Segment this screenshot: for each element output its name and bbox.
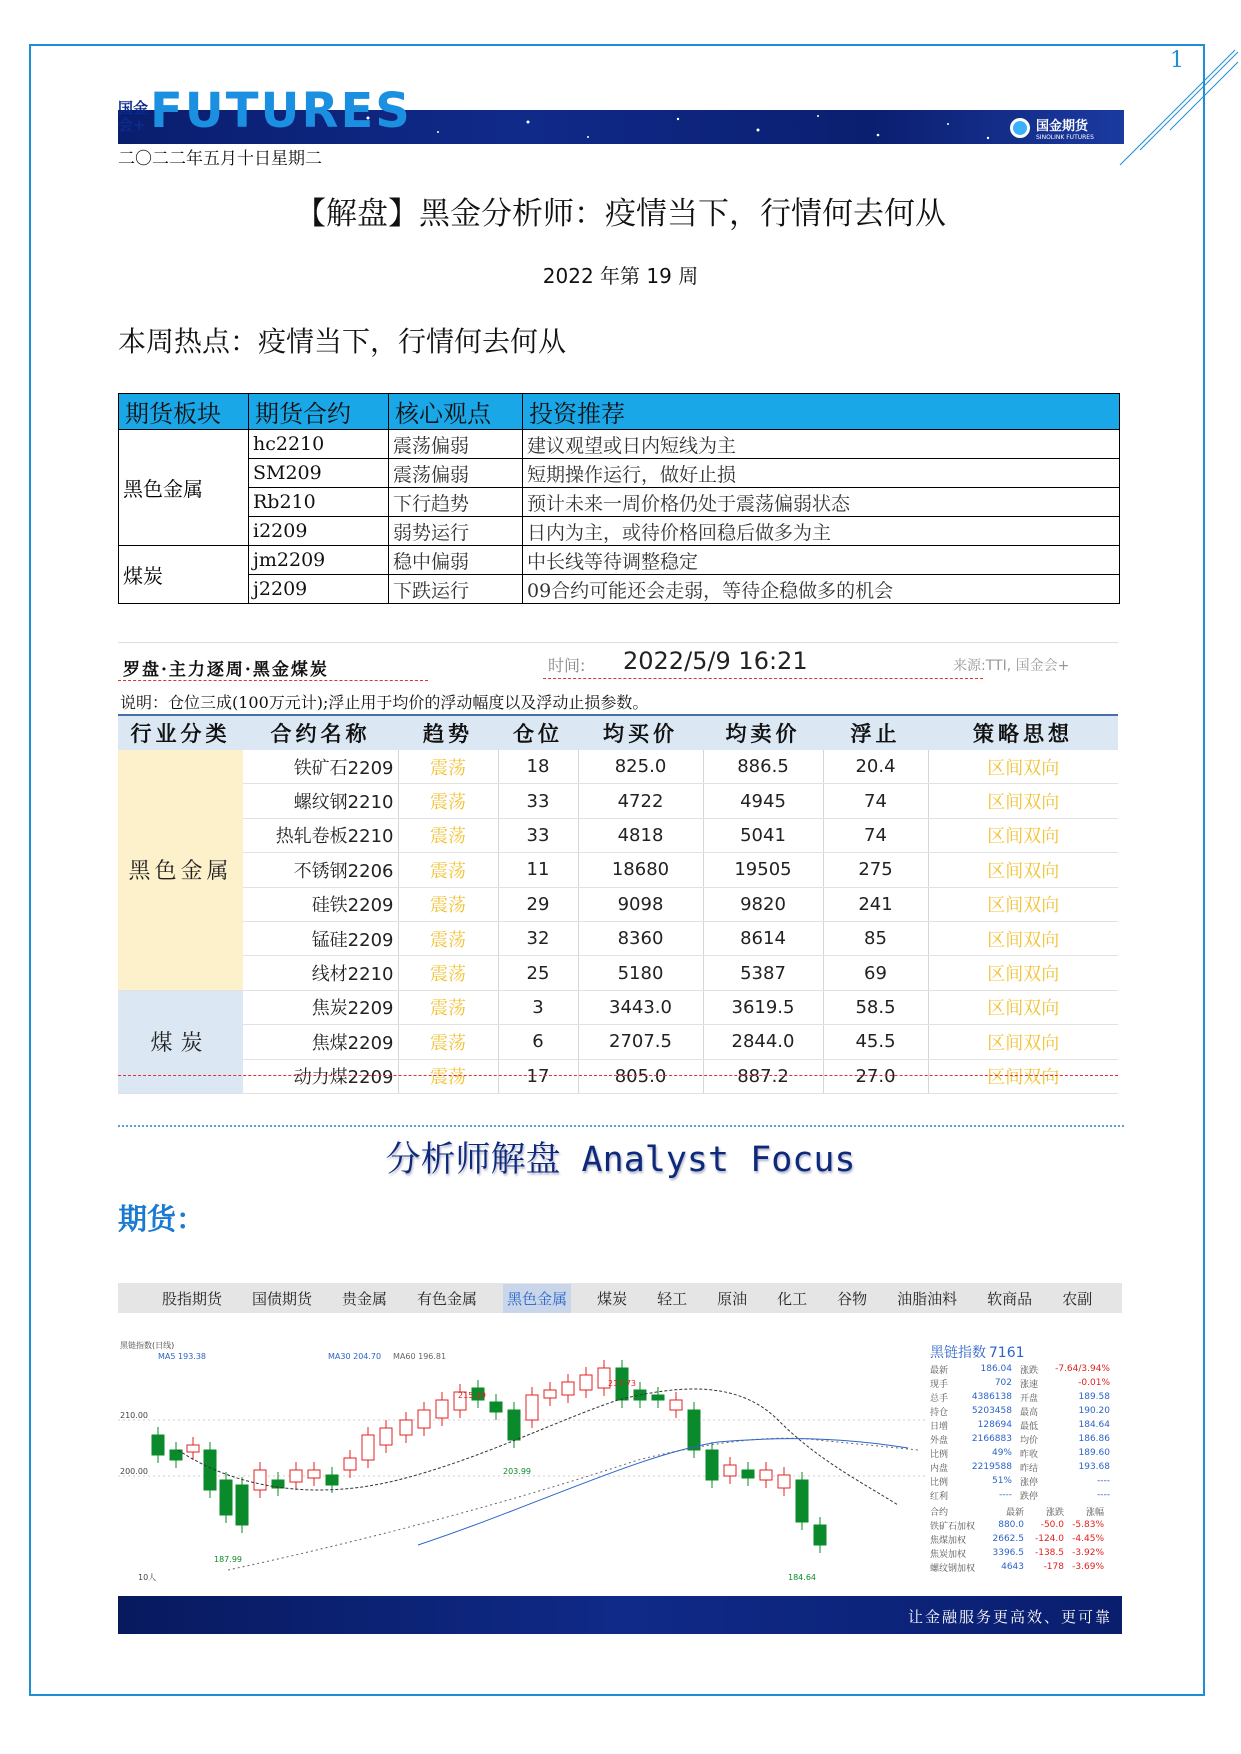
info-v: 4386138 bbox=[971, 1392, 1012, 1402]
info-k2: 开盘 bbox=[1020, 1393, 1039, 1404]
strategy-cell: 区间双向 bbox=[928, 750, 1118, 784]
contract-name-cell: 铁矿石2209 bbox=[243, 750, 398, 784]
avg-sell-cell: 8614 bbox=[703, 921, 823, 955]
candle-body bbox=[362, 1435, 374, 1460]
brand-mark-icon bbox=[1010, 118, 1030, 138]
info-row bbox=[930, 1432, 1125, 1446]
contract-name-cell: 硅铁2209 bbox=[243, 887, 398, 921]
sub-chg: -178 bbox=[1043, 1562, 1064, 1572]
info-v2: 189.60 bbox=[1078, 1448, 1110, 1458]
info-row bbox=[930, 1418, 1125, 1432]
strategy-cell: 区间双向 bbox=[928, 887, 1118, 921]
high-annotation: 217.73 bbox=[608, 1379, 636, 1388]
avg-buy-cell: 2707.5 bbox=[578, 1025, 703, 1059]
summary-table bbox=[118, 393, 1120, 604]
tab-7[interactable]: 原油 bbox=[717, 1289, 748, 1308]
strategy-cell: 区间双向 bbox=[928, 853, 1118, 887]
info-row bbox=[930, 1446, 1125, 1460]
tab-0[interactable]: 股指期货 bbox=[162, 1289, 223, 1308]
contract-name-cell: 螺纹钢2210 bbox=[243, 784, 398, 818]
sub-name: 铁矿石加权 bbox=[930, 1521, 976, 1532]
contract-name-cell: 焦炭2209 bbox=[243, 990, 398, 1024]
table-row bbox=[119, 459, 1120, 488]
candle-body bbox=[326, 1475, 338, 1485]
compass-header-cell: 行业分类 bbox=[118, 715, 243, 750]
low-annotation: 187.99 bbox=[214, 1555, 242, 1564]
compass-row bbox=[118, 818, 1118, 852]
info-k: 日增 bbox=[930, 1421, 949, 1432]
tab-12[interactable]: 农副 bbox=[1062, 1289, 1093, 1308]
strategy-cell: 区间双向 bbox=[928, 990, 1118, 1024]
info-k: 内盘 bbox=[930, 1463, 949, 1474]
compass-row bbox=[118, 887, 1118, 921]
y-tick-label: 210.00 bbox=[120, 1411, 148, 1420]
avg-buy-cell: 4722 bbox=[578, 784, 703, 818]
candle-body bbox=[580, 1375, 592, 1390]
table-row bbox=[119, 575, 1120, 604]
candle-body bbox=[760, 1470, 772, 1480]
candle-body bbox=[562, 1382, 574, 1395]
sub-header: 涨幅 bbox=[1085, 1507, 1104, 1518]
trend-cell: 震荡 bbox=[398, 956, 498, 990]
contract-cell: Rb210 bbox=[249, 488, 389, 517]
float-stop-cell: 69 bbox=[823, 956, 928, 990]
footer-banner bbox=[118, 1596, 1122, 1634]
contract-cell: jm2209 bbox=[249, 546, 389, 575]
avg-buy-cell: 9098 bbox=[578, 887, 703, 921]
index-info-panel bbox=[930, 1342, 1125, 1574]
position-cell: 3 bbox=[498, 990, 578, 1024]
table-row bbox=[119, 488, 1120, 517]
candle-body bbox=[706, 1450, 718, 1480]
sub-last: 3396.5 bbox=[992, 1548, 1024, 1558]
view-cell: 下跌运行 bbox=[389, 575, 523, 604]
view-cell: 下行趋势 bbox=[389, 488, 523, 517]
strategy-cell: 区间双向 bbox=[928, 784, 1118, 818]
sub-name: 焦炭加权 bbox=[930, 1549, 967, 1560]
info-v2: ---- bbox=[1097, 1490, 1110, 1500]
strategy-cell: 区间双向 bbox=[928, 1025, 1118, 1059]
y-tick-label: 200.00 bbox=[120, 1467, 148, 1476]
view-cell: 震荡偏弱 bbox=[389, 459, 523, 488]
candle-body bbox=[220, 1480, 232, 1515]
sub-chg: -138.5 bbox=[1034, 1548, 1064, 1558]
high-annotation: 215.19 bbox=[458, 1391, 486, 1400]
trend-cell: 震荡 bbox=[398, 887, 498, 921]
tab-10[interactable]: 油脂油料 bbox=[897, 1289, 958, 1308]
sub-row bbox=[930, 1518, 1125, 1532]
summary-header: 投资推荐 bbox=[523, 394, 1120, 430]
info-row bbox=[930, 1488, 1125, 1502]
avg-buy-cell: 3443.0 bbox=[578, 990, 703, 1024]
info-v2: 190.20 bbox=[1078, 1406, 1110, 1416]
compass-header-cell: 均买价 bbox=[578, 715, 703, 750]
sub-last: 2662.5 bbox=[992, 1534, 1024, 1544]
avg-sell-cell: 5387 bbox=[703, 956, 823, 990]
avg-sell-cell: 9820 bbox=[703, 887, 823, 921]
sub-row bbox=[930, 1560, 1125, 1574]
info-k2: 最高 bbox=[1020, 1407, 1039, 1418]
logo-cn-top: 国金 bbox=[118, 99, 149, 117]
avg-sell-cell: 5041 bbox=[703, 818, 823, 852]
compass-row bbox=[118, 990, 1118, 1024]
candle-body bbox=[400, 1420, 412, 1435]
position-cell: 11 bbox=[498, 853, 578, 887]
compass-label: 罗盘·主力逐周·黑金煤炭 bbox=[123, 660, 329, 680]
compass-row bbox=[118, 921, 1118, 955]
info-k2: 昨结 bbox=[1020, 1463, 1039, 1474]
candle-body bbox=[490, 1402, 502, 1412]
info-v2: 186.86 bbox=[1078, 1434, 1110, 1444]
info-v: 2219588 bbox=[971, 1462, 1012, 1472]
tab-3[interactable]: 有色金属 bbox=[417, 1289, 478, 1308]
info-v2: -7.64/3.94% bbox=[1055, 1364, 1110, 1374]
hot-topic: 本周热点：疫情当下，行情何去何从 bbox=[118, 325, 567, 358]
compass-header-cell: 浮止 bbox=[823, 715, 928, 750]
report-title: 【解盘】黑金分析师：疫情当下，行情何去何从 bbox=[295, 196, 946, 232]
float-stop-cell: 74 bbox=[823, 818, 928, 852]
compass-header-cell: 策略思想 bbox=[928, 715, 1118, 750]
sub-pct: -3.92% bbox=[1072, 1548, 1104, 1558]
report-date: 二〇二二年五月十日星期二 bbox=[118, 149, 322, 169]
info-v2: 189.58 bbox=[1078, 1392, 1110, 1402]
report-week: 2022 年第 19 周 bbox=[542, 264, 699, 288]
avg-sell-cell: 887.2 bbox=[703, 1059, 823, 1093]
info-row bbox=[930, 1362, 1125, 1376]
info-v2: 184.64 bbox=[1078, 1420, 1110, 1430]
compass-header-cell: 仓位 bbox=[498, 715, 578, 750]
contract-cell: hc2210 bbox=[249, 430, 389, 459]
tab-4[interactable]: 黑色金属 bbox=[503, 1284, 571, 1313]
candle-body bbox=[308, 1470, 320, 1478]
candle-body bbox=[742, 1470, 754, 1478]
info-k2: 涨停 bbox=[1020, 1477, 1039, 1488]
tab-1[interactable]: 国债期货 bbox=[252, 1289, 313, 1308]
sub-last: 4643 bbox=[1001, 1562, 1024, 1572]
sub-chg: -50.0 bbox=[1040, 1520, 1064, 1530]
contract-name-cell: 锰硅2209 bbox=[243, 921, 398, 955]
info-k: 总手 bbox=[930, 1393, 949, 1404]
position-cell: 33 bbox=[498, 818, 578, 852]
info-v: 5203458 bbox=[971, 1406, 1012, 1416]
info-k2: 涨速 bbox=[1020, 1379, 1039, 1390]
advice-cell: 建议观望或日内短线为主 bbox=[523, 430, 1120, 459]
info-k: 红利 bbox=[930, 1491, 949, 1502]
info-row bbox=[930, 1474, 1125, 1488]
info-k2: 昨收 bbox=[1020, 1449, 1039, 1460]
position-cell: 29 bbox=[498, 887, 578, 921]
trend-cell: 震荡 bbox=[398, 750, 498, 784]
logo-cn-bottom: 会+ bbox=[118, 116, 146, 134]
compass-panel bbox=[118, 642, 1118, 1089]
compass-header bbox=[118, 642, 1118, 679]
contract-cell: SM209 bbox=[249, 459, 389, 488]
summary-header: 核心观点 bbox=[389, 394, 523, 430]
contract-name-cell: 焦煤2209 bbox=[243, 1025, 398, 1059]
index-code: 7161 bbox=[988, 1345, 1025, 1361]
section-name: 煤炭 bbox=[119, 546, 249, 604]
table-row bbox=[119, 517, 1120, 546]
avg-buy-cell: 18680 bbox=[578, 853, 703, 887]
info-k: 最新 bbox=[930, 1365, 949, 1376]
info-v2: -0.01% bbox=[1078, 1378, 1110, 1388]
info-row bbox=[930, 1404, 1125, 1418]
info-v: 186.04 bbox=[980, 1364, 1012, 1374]
position-cell: 6 bbox=[498, 1025, 578, 1059]
divider bbox=[118, 1075, 1118, 1076]
info-v: 51% bbox=[991, 1476, 1012, 1486]
compass-row bbox=[118, 1059, 1118, 1093]
chart-title: 黑链指数(日线) bbox=[120, 1341, 175, 1350]
candle-body bbox=[380, 1428, 392, 1445]
legend-ma30: MA30 204.70 bbox=[328, 1352, 382, 1361]
avg-buy-cell: 825.0 bbox=[578, 750, 703, 784]
candle-body bbox=[724, 1465, 736, 1476]
avg-buy-cell: 4818 bbox=[578, 818, 703, 852]
category-cell: 黑色金属 bbox=[118, 750, 243, 990]
info-k2: 均价 bbox=[1020, 1435, 1039, 1446]
info-v: 128694 bbox=[977, 1420, 1012, 1430]
trend-cell: 震荡 bbox=[398, 818, 498, 852]
divider bbox=[118, 680, 428, 681]
float-stop-cell: 45.5 bbox=[823, 1025, 928, 1059]
low-annotation: 203.99 bbox=[503, 1467, 531, 1476]
float-stop-cell: 85 bbox=[823, 921, 928, 955]
summary-header: 期货合约 bbox=[249, 394, 389, 430]
divider bbox=[543, 678, 983, 679]
strategy-cell: 区间双向 bbox=[928, 1059, 1118, 1093]
strategy-cell: 区间双向 bbox=[928, 956, 1118, 990]
advice-cell: 中长线等待调整稳定 bbox=[523, 546, 1120, 575]
compass-table bbox=[118, 714, 1118, 1094]
table-row bbox=[119, 430, 1120, 459]
info-k2: 涨跌 bbox=[1020, 1365, 1039, 1376]
position-cell: 25 bbox=[498, 956, 578, 990]
sub-pct: -5.83% bbox=[1072, 1520, 1104, 1530]
candle-body bbox=[344, 1458, 356, 1470]
sub-last: 880.0 bbox=[998, 1520, 1024, 1530]
info-row bbox=[930, 1460, 1125, 1474]
contract-name-cell: 动力煤2209 bbox=[243, 1059, 398, 1093]
sub-row bbox=[930, 1546, 1125, 1560]
candle-body bbox=[796, 1480, 808, 1522]
compass-source: 来源:TTI, 国金会+ bbox=[953, 658, 1070, 674]
sub-header: 合约 bbox=[930, 1507, 949, 1518]
candle-body bbox=[778, 1475, 790, 1488]
info-row bbox=[930, 1376, 1125, 1390]
candle-body bbox=[652, 1395, 664, 1400]
contract-name-cell: 热轧卷板2210 bbox=[243, 818, 398, 852]
compass-row bbox=[118, 750, 1118, 784]
info-k2: 跌停 bbox=[1020, 1491, 1039, 1502]
info-v: ---- bbox=[999, 1490, 1012, 1500]
sub-header: 涨跌 bbox=[1045, 1507, 1064, 1518]
tab-5[interactable]: 煤炭 bbox=[597, 1289, 628, 1308]
candle-body bbox=[544, 1390, 556, 1398]
compass-note: 说明：仓位三成(100万元计);浮止用于均价的浮动幅度以及浮动止损参数。 bbox=[120, 693, 649, 712]
sub-header: 最新 bbox=[1005, 1507, 1024, 1518]
position-cell: 18 bbox=[498, 750, 578, 784]
avg-buy-cell: 805.0 bbox=[578, 1059, 703, 1093]
candle-body bbox=[187, 1445, 199, 1452]
avg-sell-cell: 2844.0 bbox=[703, 1025, 823, 1059]
compass-header-cell: 合约名称 bbox=[243, 715, 398, 750]
candle-body bbox=[688, 1410, 700, 1450]
advice-cell: 短期操作运行，做好止损 bbox=[523, 459, 1120, 488]
category-cell: 煤炭 bbox=[118, 990, 243, 1093]
candle-body bbox=[290, 1470, 302, 1482]
position-cell: 17 bbox=[498, 1059, 578, 1093]
trend-cell: 震荡 bbox=[398, 990, 498, 1024]
sub-pct: -4.45% bbox=[1072, 1534, 1104, 1544]
tab-9[interactable]: 谷物 bbox=[837, 1289, 868, 1308]
tab-6[interactable]: 轻工 bbox=[657, 1289, 688, 1308]
avg-sell-cell: 3619.5 bbox=[703, 990, 823, 1024]
candle-body bbox=[254, 1470, 266, 1490]
low-annotation: 184.64 bbox=[788, 1573, 816, 1582]
footer-slogan: 让金融服务更高效、更可靠 bbox=[907, 1608, 1112, 1626]
sub-name: 螺纹钢加权 bbox=[930, 1563, 976, 1574]
futures-logo bbox=[118, 83, 412, 139]
info-v: 2166883 bbox=[971, 1434, 1012, 1444]
info-k: 比例 bbox=[930, 1477, 949, 1488]
section-divider bbox=[118, 1125, 1124, 1127]
corner-decoration bbox=[1110, 40, 1240, 170]
brand-name-en: SINOLINK FUTURES bbox=[1036, 134, 1094, 141]
trend-cell: 震荡 bbox=[398, 921, 498, 955]
advice-cell: 09合约可能还会走弱，等待企稳做多的机会 bbox=[523, 575, 1120, 604]
legend-ma60: MA60 196.81 bbox=[393, 1352, 447, 1361]
info-k: 比例 bbox=[930, 1449, 949, 1460]
compass-row bbox=[118, 784, 1118, 818]
info-k: 现手 bbox=[930, 1379, 949, 1390]
candle-body bbox=[152, 1435, 164, 1455]
futures-heading: 期货： bbox=[118, 1202, 206, 1236]
advice-cell: 日内为主，或待价格回稳后做多为主 bbox=[523, 517, 1120, 546]
avg-sell-cell: 4945 bbox=[703, 784, 823, 818]
float-stop-cell: 58.5 bbox=[823, 990, 928, 1024]
candle-body bbox=[436, 1400, 448, 1418]
compass-row bbox=[118, 956, 1118, 990]
candle-body bbox=[236, 1485, 248, 1525]
contract-name-cell: 不锈钢2206 bbox=[243, 853, 398, 887]
contract-name-cell: 线材2210 bbox=[243, 956, 398, 990]
compass-header-cell: 均卖价 bbox=[703, 715, 823, 750]
avg-buy-cell: 5180 bbox=[578, 956, 703, 990]
analyst-focus-heading: 分析师解盘 Analyst Focus bbox=[385, 1140, 856, 1180]
float-stop-cell: 275 bbox=[823, 853, 928, 887]
view-cell: 震荡偏弱 bbox=[389, 430, 523, 459]
avg-sell-cell: 886.5 bbox=[703, 750, 823, 784]
trend-cell: 震荡 bbox=[398, 853, 498, 887]
contract-cell: j2209 bbox=[249, 575, 389, 604]
summary-header: 期货板块 bbox=[119, 394, 249, 430]
float-stop-cell: 27.0 bbox=[823, 1059, 928, 1093]
info-v2: ---- bbox=[1097, 1476, 1110, 1486]
logo-futures-text: FUTURES bbox=[150, 83, 412, 139]
sub-chg: -124.0 bbox=[1034, 1534, 1064, 1544]
legend-ma5: MA5 193.38 bbox=[158, 1352, 206, 1361]
chart-bottom-label: 10人 bbox=[138, 1573, 157, 1582]
tab-2[interactable]: 贵金属 bbox=[342, 1289, 388, 1308]
section-name: 黑色金属 bbox=[119, 430, 249, 546]
page-number: 1 bbox=[1170, 48, 1184, 73]
candle-body bbox=[508, 1410, 520, 1440]
position-cell: 33 bbox=[498, 784, 578, 818]
contract-cell: i2209 bbox=[249, 517, 389, 546]
tab-11[interactable]: 软商品 bbox=[987, 1289, 1033, 1308]
trend-cell: 震荡 bbox=[398, 1025, 498, 1059]
view-cell: 弱势运行 bbox=[389, 517, 523, 546]
info-row bbox=[930, 1390, 1125, 1404]
advice-cell: 预计未来一周价格仍处于震荡偏弱状态 bbox=[523, 488, 1120, 517]
position-cell: 32 bbox=[498, 921, 578, 955]
info-v: 49% bbox=[991, 1448, 1012, 1458]
compass-row bbox=[118, 853, 1118, 887]
index-title: 黑链指数 bbox=[930, 1345, 986, 1361]
candle-body bbox=[418, 1410, 430, 1428]
compass-row bbox=[118, 1025, 1118, 1059]
strategy-cell: 区间双向 bbox=[928, 818, 1118, 852]
trend-cell: 震荡 bbox=[398, 1059, 498, 1093]
sector-tab-bar bbox=[118, 1283, 1122, 1313]
info-v2: 193.68 bbox=[1078, 1462, 1110, 1472]
compass-header-cell: 趋势 bbox=[398, 715, 498, 750]
sub-pct: -3.69% bbox=[1072, 1562, 1104, 1572]
sub-row bbox=[930, 1532, 1125, 1546]
candle-body bbox=[670, 1400, 682, 1410]
info-k2: 最低 bbox=[1020, 1421, 1039, 1432]
brand-logo bbox=[1010, 115, 1094, 141]
candle-body bbox=[526, 1395, 538, 1420]
sub-name: 焦煤加权 bbox=[930, 1535, 967, 1546]
strategy-cell: 区间双向 bbox=[928, 921, 1118, 955]
brand-name: 国金期货 bbox=[1036, 119, 1089, 134]
avg-buy-cell: 8360 bbox=[578, 921, 703, 955]
info-v: 702 bbox=[994, 1378, 1012, 1388]
info-k: 外盘 bbox=[930, 1435, 949, 1446]
compass-time-label: 时间: bbox=[548, 656, 586, 675]
float-stop-cell: 74 bbox=[823, 784, 928, 818]
trend-cell: 震荡 bbox=[398, 784, 498, 818]
candle-body bbox=[814, 1525, 826, 1545]
tab-8[interactable]: 化工 bbox=[777, 1289, 808, 1308]
info-k: 持仓 bbox=[930, 1407, 949, 1418]
compass-time: 2022/5/9 16:21 bbox=[623, 647, 808, 675]
view-cell: 稳中偏弱 bbox=[389, 546, 523, 575]
table-row bbox=[119, 546, 1120, 575]
float-stop-cell: 20.4 bbox=[823, 750, 928, 784]
float-stop-cell: 241 bbox=[823, 887, 928, 921]
avg-sell-cell: 19505 bbox=[703, 853, 823, 887]
